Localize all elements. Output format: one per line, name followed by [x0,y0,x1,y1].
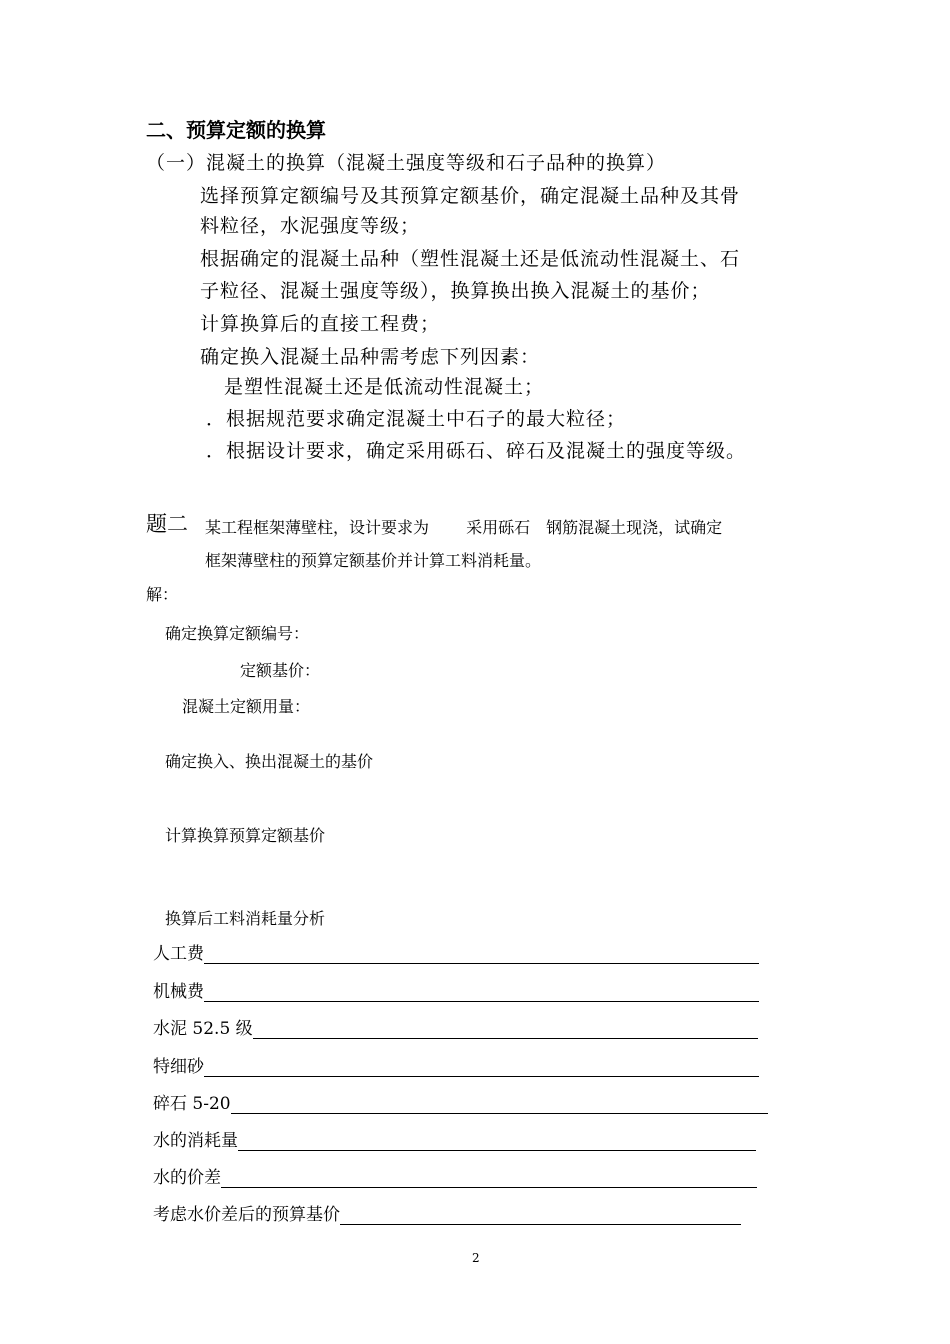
subsection-title: （一）混凝土的换算（混凝土强度等级和石子品种的换算） [146,152,667,174]
answer-blank [204,945,759,964]
fill-row [153,978,759,1002]
solution-item: 定额基价： [240,661,321,680]
fill-label: 特细砂 [153,1057,204,1077]
fill-label: 水泥 52.5 级 [153,1019,253,1039]
solution-item: 混凝土定额用量： [182,697,311,716]
problem-label: 题二 [146,512,188,536]
solution-label: 解： [146,585,179,604]
answer-blank [204,1058,759,1077]
step-line: 计算换算后的直接工程费； [200,313,441,335]
fill-row [153,1053,759,1077]
fill-row [153,1090,768,1114]
solution-item: 确定换算定额编号： [165,624,310,643]
answer-blank [238,1132,756,1151]
fill-label: 碎石 5-20 [153,1094,231,1114]
factor-line: ．根据设计要求，确定采用砾石、碎石及混凝土的强度等级。 [206,440,747,462]
problem-text: 框架薄壁柱的预算定额基价并计算工料消耗量。 [205,551,542,570]
step-line: 选择预算定额编号及其预算定额基价，确定混凝土品种及其骨 [200,185,741,207]
fill-label: 水的价差 [153,1168,221,1188]
solution-item: 计算换算预算定额基价 [165,826,326,845]
solution-item: 确定换入、换出混凝土的基价 [165,752,374,771]
answer-blank [340,1206,741,1225]
step-line: 子粒径、混凝土强度等级），换算换出换入混凝土的基价； [200,280,711,302]
fill-row [153,1164,757,1188]
section-title: 二、预算定额的换算 [146,118,326,142]
solution-item: 换算后工料消耗量分析 [165,909,326,928]
fill-row [153,1201,741,1225]
answer-blank [231,1095,768,1114]
fill-row [153,1015,758,1039]
answer-blank [221,1169,757,1188]
answer-blank [253,1020,758,1039]
fill-label: 人工费 [153,944,204,964]
step-line: 料粒径，水泥强度等级； [200,215,421,237]
step-line: 确定换入混凝土品种需考虑下列因素： [200,346,541,368]
page-number: 2 [472,1251,480,1265]
fill-label: 机械费 [153,982,204,1002]
fill-label: 考虑水价差后的预算基价 [153,1205,340,1225]
problem-text: 某工程框架薄壁柱，设计要求为 采用砾石 钢筋混凝土现浇，试确定 [205,518,723,537]
factor-line: 是塑性混凝土还是低流动性混凝土； [224,376,545,398]
factor-line: ．根据规范要求确定混凝土中石子的最大粒径； [206,408,627,430]
step-line: 根据确定的混凝土品种（塑性混凝土还是低流动性混凝土、石 [200,248,741,270]
fill-label: 水的消耗量 [153,1131,238,1151]
fill-row [153,940,759,964]
fill-row [153,1127,756,1151]
answer-blank [204,983,759,1002]
